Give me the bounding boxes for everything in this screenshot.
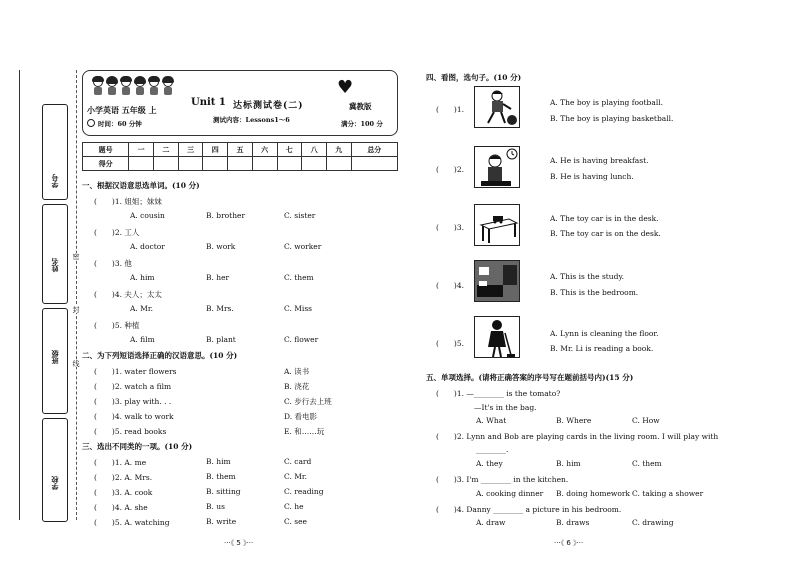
question[interactable]: ( )4. [436,281,465,290]
question[interactable]: ( )4. Danny ________ a picture in his bedroom. [436,505,622,514]
option-c: C. them [632,459,662,468]
option-a: A. What [476,416,507,425]
table-cell: 二 [154,143,179,157]
score-table [82,142,398,171]
score-cell[interactable] [252,157,277,171]
option-c: C. taking a shower [632,489,704,498]
score-cell[interactable] [129,157,154,171]
question[interactable]: ( )3. I'm ________ in the kitchen. [436,475,569,484]
test-content: 测试内容：Lessons1～6 [213,116,290,124]
desk-car-icon [474,204,520,246]
table-cell: 题号 [83,143,129,157]
option-b: B. He is having lunch. [550,172,634,181]
cut-char-xian: 线 [72,360,80,367]
option-a: A. cooking dinner [476,489,544,498]
option-a: A. film [130,335,155,344]
option-b: B. brother [206,211,246,220]
score-cell[interactable] [154,157,179,171]
clock-icon [87,119,95,127]
option-a: A. The boy is playing football. [550,98,664,107]
option-b: B. Mr. Li is reading a book. [550,344,654,353]
question[interactable]: ( )5. 种植 [94,321,140,330]
option-c: C. How [632,416,660,425]
subject-grade: 小学英语 五年级 上 [87,106,157,115]
question[interactable]: ( )2. 工人 [94,228,140,237]
option-a: A. they [476,459,503,468]
question[interactable]: ( )1. A. me [94,458,147,467]
option-b: B. him [206,457,231,466]
option-a: A. Lynn is cleaning the floor. [550,329,659,338]
boy-clock-icon [474,146,520,188]
option-c: C. card [284,457,312,466]
cut-char-feng: 封 [72,306,80,313]
option-b: B. plant [206,335,236,344]
option-a: A. Mr. [130,304,154,313]
table-cell: 一 [129,143,154,157]
question[interactable]: ( )4. 夫人；太太 [94,290,162,299]
score-cell[interactable] [277,157,302,171]
question[interactable]: ( )3. play with. . . [94,397,172,406]
option-b: B. work [206,242,236,251]
question[interactable]: ( )5. read books [94,427,167,436]
section-2-title: 二、为下列短语选择正确的汉语意思。(10 分) [82,351,238,360]
option-c: C. them [284,273,314,282]
section-1-title: 一、根据汉语意思选单词。(10 分) [82,181,200,190]
table-cell: 七 [277,143,302,157]
score-table-score-row [83,157,398,171]
boy-ball-icon [474,86,520,128]
table-cell: 八 [302,143,327,157]
section-3-title: 三、选出不同类的一项。(10 分) [82,442,193,451]
option-b: B. doing homework [556,489,630,498]
option: D. 看电影 [284,412,318,421]
option-c: C. reading [284,487,324,496]
room-icon [474,260,520,302]
table-cell: 得分 [83,157,129,171]
question[interactable]: ( )4. A. she [94,503,148,512]
question[interactable]: ( )2. [436,165,465,174]
option-a: A. cousin [130,211,165,220]
option-b: B. them [206,472,236,481]
option-a: A. The toy car is in the desk. [550,214,659,223]
score-table-header-row [83,143,398,157]
school-box [42,418,68,522]
option: B. 浇花 [284,382,310,391]
full-score: 满分：100 分 [341,120,383,128]
table-cell: 四 [203,143,228,157]
option-c: C. flower [284,335,319,344]
option-c: C. Mr. [284,472,308,481]
page-number-left: ···《 5 》··· [224,539,254,547]
table-cell: 九 [326,143,351,157]
question[interactable]: ( )1. —________ is the tomato? [436,389,561,398]
option-c: C. Miss [284,304,313,313]
option: C. 步行去上班 [284,397,332,406]
question[interactable]: ( )4. walk to work [94,412,174,421]
option-c: C. drawing [632,518,674,527]
school-label: 学校 [46,476,64,490]
binding-line [19,70,20,520]
class-label: 班级 [46,350,64,364]
question[interactable]: ( )1. 姐姐；妹妹 [94,197,162,206]
table-cell: 六 [252,143,277,157]
option-a: A. This is the study. [550,272,625,281]
page-number-right: ···《 6 》··· [554,539,584,547]
option-b: B. Mrs. [206,304,234,313]
option: E. 和……玩 [284,427,325,436]
option-a: A. him [130,273,155,282]
children-logo-icon [91,73,179,97]
table-cell: 五 [228,143,253,157]
right-page [422,0,782,562]
cut-char-mi: 密 [72,253,80,260]
table-cell: 三 [178,143,203,157]
question-line-2: ________. [476,445,509,454]
option-b: B. The toy car is on the desk. [550,229,661,238]
question[interactable]: ( )5. A. watching [94,518,170,527]
question[interactable]: ( )3. [436,223,465,232]
option-b: B. him [556,459,581,468]
option-b: B. Where [556,416,592,425]
question-line-2: —It's in the bag. [474,403,537,412]
table-cell: 总分 [351,143,397,157]
score-cell[interactable] [351,157,397,171]
header-box [82,70,398,136]
option-a: A. He is having breakfast. [550,156,649,165]
student-number-label: 学号 [46,174,64,188]
option-c: C. worker [284,242,322,251]
name-box [42,204,68,304]
option: A. 读书 [284,367,310,376]
question[interactable]: ( )2. A. Mrs. [94,473,153,482]
option-b: B. sitting [206,487,241,496]
section-5-title: 五、单项选择。(请将正确答案的序号写在题前括号内)(15 分) [426,373,634,382]
option-c: C. sister [284,211,316,220]
option-c: C. see [284,517,307,526]
question[interactable]: ( )1. water flowers [94,367,177,376]
unit-subtitle: 达标测试卷(二) [233,101,304,111]
score-cell[interactable] [228,157,253,171]
question[interactable]: ( )3. 他 [94,259,132,268]
question[interactable]: ( )2. Lynn and Bob are playing cards in the living room. I will play with [436,432,719,441]
option-a: A. doctor [130,242,165,251]
question[interactable]: ( )3. A. cook [94,488,153,497]
question[interactable]: ( )5. [436,339,465,348]
score-cell[interactable] [178,157,203,171]
girl-mop-icon [474,316,520,358]
question[interactable]: ( )1. [436,105,465,114]
edition-label: 冀教版 [349,102,372,111]
option-b: B. draws [556,518,590,527]
score-cell[interactable] [302,157,327,171]
heart-icon: ♥ [337,77,354,98]
question[interactable]: ( )2. watch a film [94,382,172,391]
cut-line [76,70,77,520]
option-b: B. The boy is playing basketball. [550,114,674,123]
option-b: B. us [206,502,225,511]
binding-strip [0,0,80,562]
section-4-title: 四、看图，选句子。(10 分) [426,73,522,82]
name-label: 姓名 [46,258,64,272]
option-b: B. write [206,517,237,526]
option-a: A. draw [476,518,506,527]
time-limit: 时间：60 分钟 [98,120,142,128]
score-cell[interactable] [326,157,351,171]
score-cell[interactable] [203,157,228,171]
left-page [82,0,400,562]
option-b: B. This is the bedroom. [550,288,639,297]
unit-title: Unit 1 [191,97,226,108]
option-c: C. he [284,502,304,511]
option-b: B. her [206,273,230,282]
